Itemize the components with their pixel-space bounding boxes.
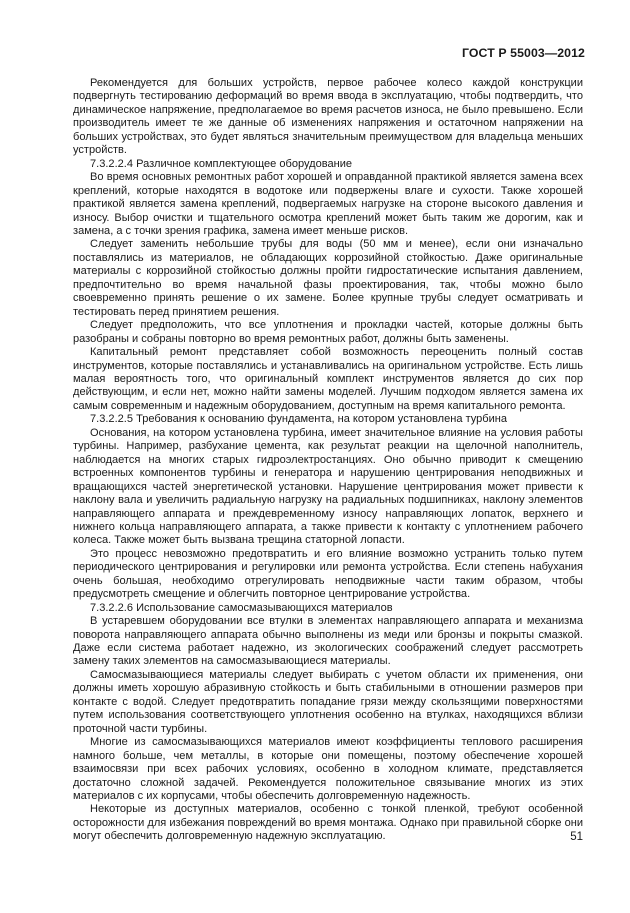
section-heading: 7.3.2.2.4 Различное комплектующее оборудование <box>90 157 353 170</box>
paragraph: Рекомендуется для больших устройств, первое рабочее колесо каждой конструкции подвергнуть тестированию деформаций во время ввода в эксплуатацию, чтобы подтвердить, что динамическое напряжение, предполагаемое во время расчетов износа, не было превышено. Если производитель имеет те же данные об изменениях напряжения и остаточном напряжении на больших устройствах, это будет являться значительным преимуществом для владельца меньших устройств. <box>73 77 583 157</box>
section-heading: 7.3.2.2.6 Использование самосмазывающихся материалов <box>90 601 393 614</box>
paragraph: Во время основных ремонтных работ хорошей и оправданной практикой является замена всех креплений, которые находятся в водотоке или подвержены влаге и сухости. Также хорошей практикой является замена креплений, подвергаемых нагрузке на стороне высокого давления и износу. Выбор очистки и тщательного осмотра креплений может быть таким же дорогим, как и замена, а с точки зрения графика, замена имеет меньше рисков. <box>73 171 583 237</box>
paragraph: Самосмазывающиеся материалы следует выбирать с учетом области их применения, они должны иметь хорошую абразивную стойкость и быть стабильными в отношении размеров при контакте с водой. Следует предотвратить попадание грязи между скользящими поверхностями путем использования соответствующего уплотнения особенно на втулках, находящихся вблизи проточной части турбины. <box>73 668 583 735</box>
paragraph: Следует заменить небольшие трубы для воды (50 мм и менее), если они изначально поставлялись из материалов, не обладающих коррозийной стойкостью. Даже оригинальные материалы с коррозийной стойкостью должны пройти гидростатические испытания давлением, предпочтительно во время начальной фазы проектирования, так, чтобы можно было своевременно принять решение о их замене. Более крупные трубы следует осматривать и тестировать перед принятием решения. <box>73 238 583 318</box>
section-heading: 7.3.2.2.5 Требования к основанию фундамента, на котором установлена турбина <box>90 413 508 426</box>
paragraph: Капитальный ремонт представляет собой возможность переоценить полный состав инструментов, которые поставлялись и устанавливались на оригинальном устройстве. Есть лишь малая вероятность того, что оригинальный комплект инструментов является до сих пор действующим, и если нет, можно найти замены моделей. Лучшим подходом является замена их самым современным и надежным оборудованием, доступным на время капитального ремонта. <box>73 346 583 412</box>
standard-header: ГОСТ Р 55003—2012 <box>461 46 585 60</box>
paragraph: Многие из самосмазывающихся материалов имеют коэффициенты теплового расширения намного больше, чем металлы, в которые они помещены, поэтому обеспечение хорошей взаимосвязи при всех рабочих условиях, особенно в холодном климате, представляется достаточно сложной задачей. Рекомендуется положительное связывание многих из этих материалов с их корпусами, чтобы обеспечить долговременную надежность. <box>73 736 583 803</box>
paragraph: Некоторые из доступных материалов, особенно с тонкой пленкой, требуют особенной осторожности для избежания повреждений во время монтажа. Однако при правильной сборке они могут обеспечить долговременную надежную эксплуатацию. <box>73 803 583 843</box>
paragraph: Следует предположить, что все уплотнения и прокладки частей, которые должны быть разобраны и собраны повторно во время ремонтных работ, должны быть заменены. <box>73 319 583 345</box>
page-number: 51 <box>570 831 583 843</box>
paragraph: Это процесс невозможно предотвратить и его влияние возможно устранить только путем периодического центрирования и регулировки или ремонта устройства. Если степень набухания очень большая, необходимо отрегулировать неподвижные части таким образом, чтобы предусмотреть смещение и облегчить повторное центрирование устройства. <box>73 547 583 601</box>
paragraph: В устаревшем оборудовании все втулки в элементах направляющего аппарата и механизма поворота направляющего аппарата обычно выполнены из меди или бронзы и покрыты смазкой. Даже если система работает надежно, из экологических соображений следует рассмотреть замену таких элементов на самосмазывающиеся материалы. <box>73 615 583 668</box>
paragraph: Основания, на котором установлена турбина, имеет значительное влияние на условия работы турбины. Например, разбухание цемента, как результат реакции на щелочной наполнитель, наблюдается на многих старых гидроэлектростанциях. Оно обычно приводит к смещению встроенных компонентов турбины и генератора и нарушению центрирования неподвижных и вращающихся частей энергетической установки. Нарушение центрирования может привести к наклону вала и увеличить радиальную нагрузку на радиальных подшипниках, наклону элементов направляющего аппарата и преждевременному износу направляющих лопаток, верхнего и нижнего кольца направляющего аппарата, а также привести к контакту с уплотнением рабочего колеса. Также может быть вызвана трещина статорной лопасти. <box>73 426 583 547</box>
document-body <box>73 77 583 844</box>
